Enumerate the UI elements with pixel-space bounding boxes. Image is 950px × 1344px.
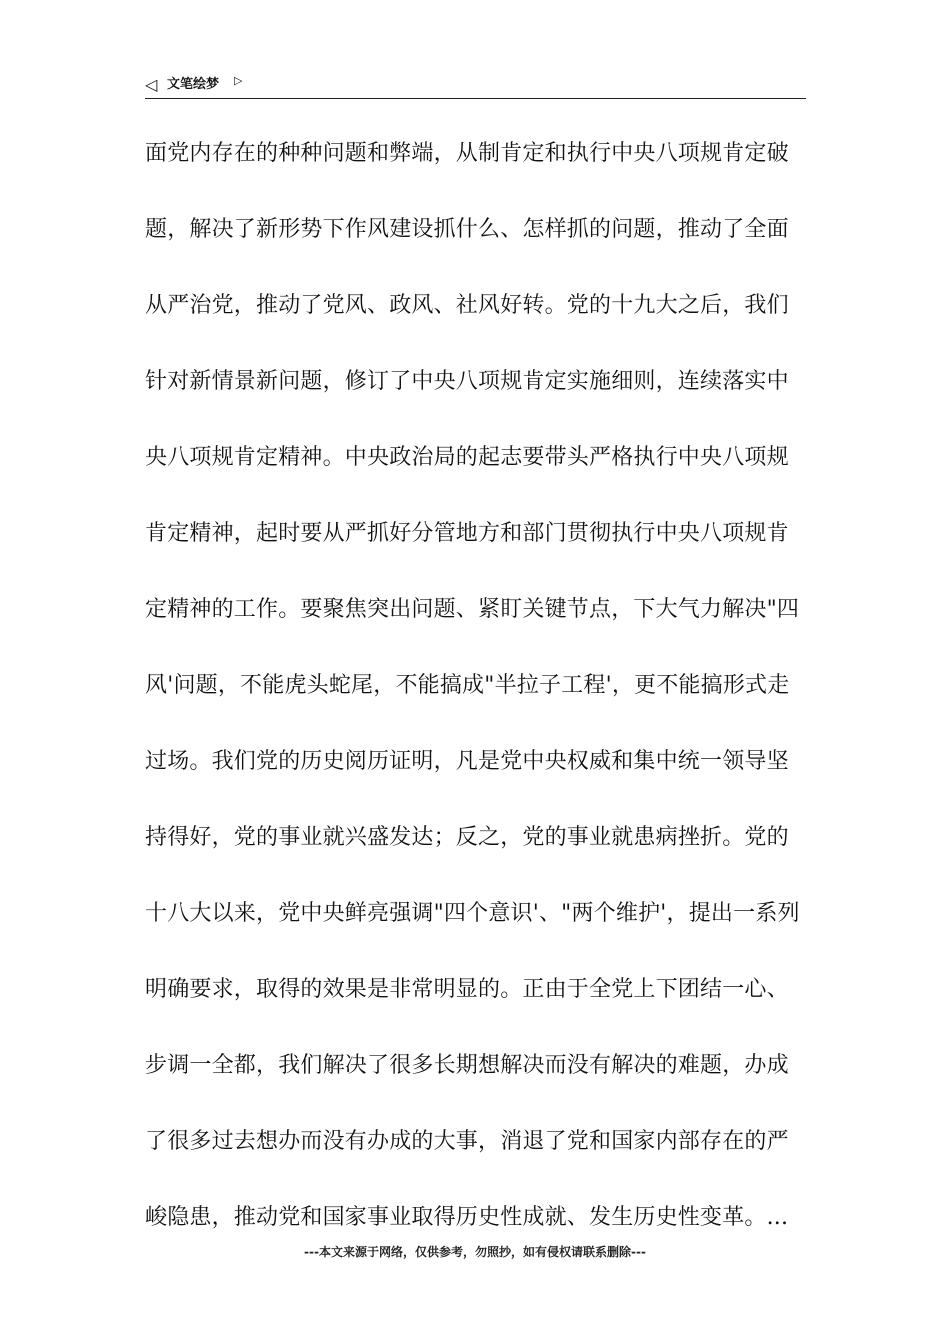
text-line: 面党内存在的种种问题和弊端，从制肯定和执行中央八项规肯定破 xyxy=(145,141,789,166)
text-line: 针对新情景新问题，修订了中央八项规肯定实施细则，连续落实中 xyxy=(145,369,789,394)
text-line: 风'问题，不能虎头蛇尾，不能搞成"半拉子工程'，更不能搞形式走 xyxy=(145,673,790,698)
text-line: 央八项规肯定精神。中央政治局的起志要带头严格执行中央八项规 xyxy=(145,445,789,470)
right-triangle-icon: ▷ xyxy=(234,74,243,87)
text-line: 持得好，党的事业就兴盛发达；反之，党的事业就患病挫折。党的 xyxy=(145,825,789,850)
text-line: 从严治党，推动了党风、政风、社风好转。党的十九大之后，我们 xyxy=(145,293,789,318)
text-line: 十八大以来，党中央鲜亮强调"四个意识'、"两个维护'，提出一系列 xyxy=(145,901,800,926)
text-line: 过场。我们党的历史阅历证明，凡是党中央权威和集中统一领导坚 xyxy=(145,749,789,774)
body-text xyxy=(145,128,817,1268)
text-line: 肯定精神，起时要从严抓好分管地方和部门贯彻执行中央八项规肯 xyxy=(145,521,789,546)
header-title: 文笔绘梦 xyxy=(167,77,220,92)
text-line: 了很多过去想办而没有办成的大事，消退了党和国家内部存在的严 xyxy=(145,1129,789,1154)
text-line: 步调一全都，我们解决了很多长期想解决而没有解决的难题，办成 xyxy=(145,1053,789,1078)
text-line: 峻隐患，推动党和国家事业取得历史性成就、发生历史性变革。... xyxy=(145,1205,789,1230)
page-footer: ---本文来源于网络，仅供参考，勿照抄，如有侵权请联系删除--- xyxy=(304,1245,646,1259)
left-triangle-icon: ◁ xyxy=(145,75,158,94)
page-header xyxy=(145,72,806,99)
text-line: 定精神的工作。要聚焦突出问题、紧盯关键节点，下大气力解决"四 xyxy=(145,597,800,622)
text-line: 明确要求，取得的效果是非常明显的。正由于全党上下团结一心、 xyxy=(145,977,789,1002)
text-line: 题，解决了新形势下作风建设抓什么、怎样抓的问题，推动了全面 xyxy=(145,217,789,242)
